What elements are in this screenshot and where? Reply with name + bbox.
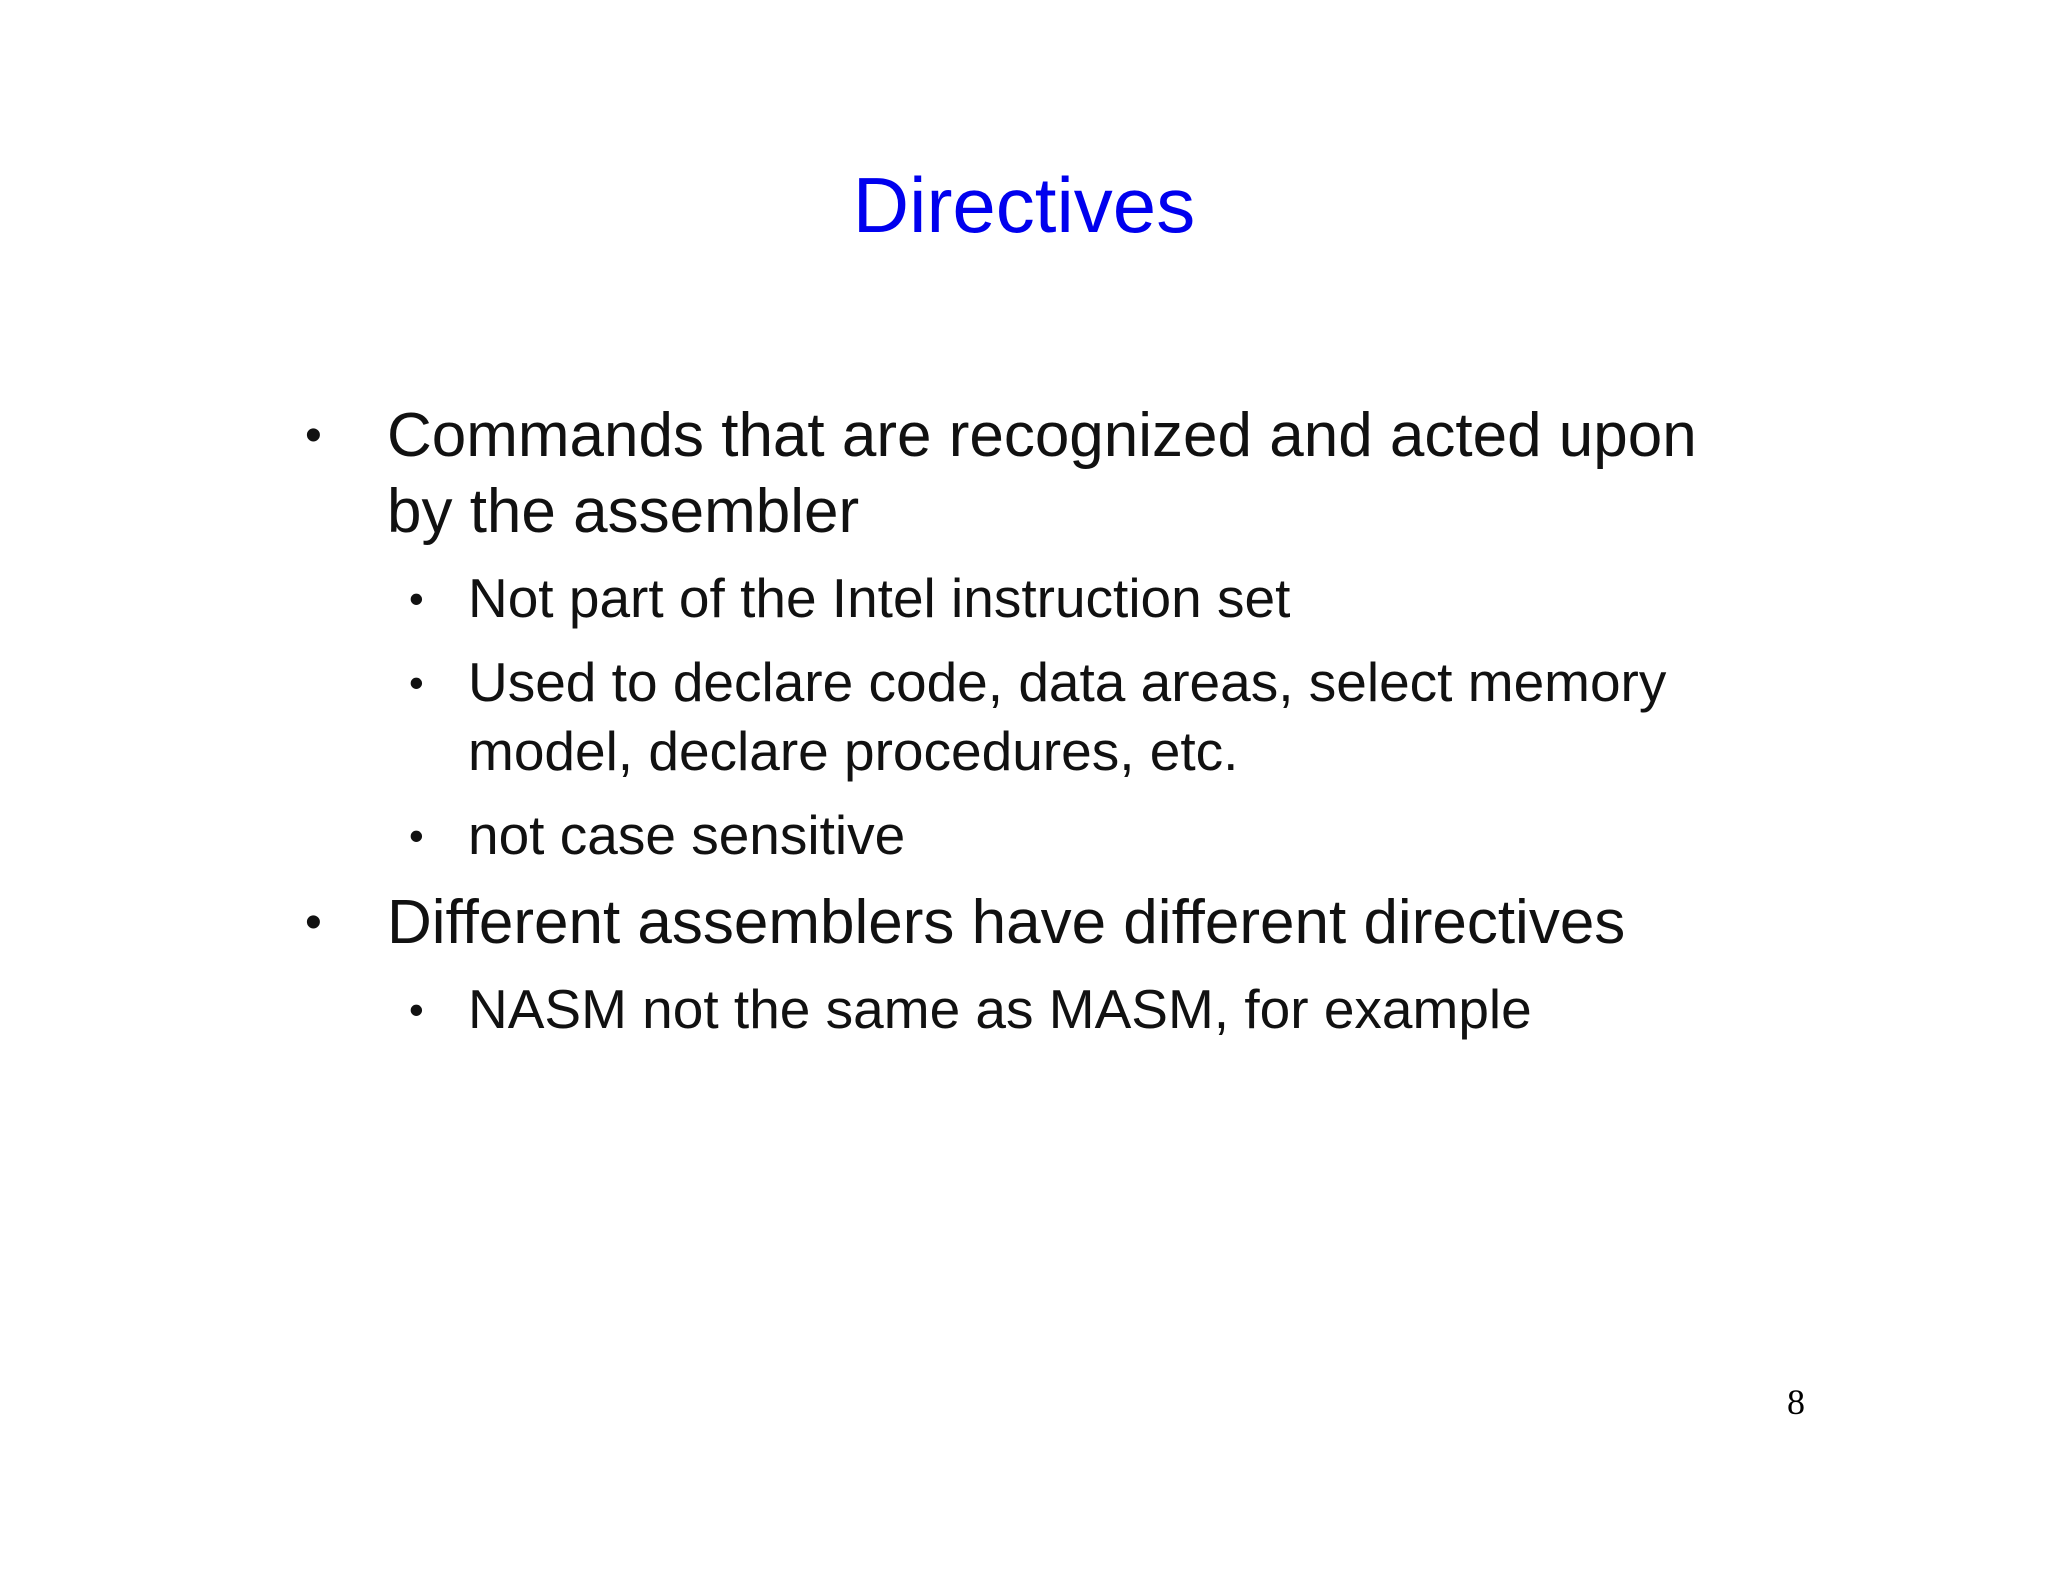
sub-bullet-text: Used to declare code, data areas, select memory model, declare procedures, etc.	[468, 651, 1667, 782]
sub-bullet-item-1-3	[305, 801, 1705, 870]
slide-title: Directives	[852, 161, 1196, 249]
sub-bullet-marker: •	[409, 986, 424, 1033]
bullet-text: Different assemblers have different directives	[387, 888, 1626, 957]
sub-bullet-item-2-1	[305, 975, 1705, 1044]
sub-bullet-item-1-1	[305, 564, 1705, 633]
sub-bullet-item-1-2	[305, 648, 1705, 786]
bullet-list	[305, 398, 1705, 1044]
sub-bullet-marker: •	[409, 812, 424, 859]
bullet-text: Commands that are recognized and acted upon by the assembler	[387, 401, 1697, 546]
sub-bullet-marker: •	[409, 575, 424, 622]
page-number: 8	[1787, 1382, 1805, 1422]
sub-bullet-text: NASM not the same as MASM, for example	[468, 978, 1532, 1040]
bullet-item-2	[305, 885, 1705, 961]
bullet-marker: •	[305, 896, 322, 949]
sub-bullet-text: not case sensitive	[468, 804, 906, 866]
sub-bullet-marker: •	[409, 659, 424, 706]
bullet-item-1	[305, 398, 1705, 550]
sub-bullet-text: Not part of the Intel instruction set	[468, 567, 1291, 629]
bullet-marker: •	[305, 409, 322, 462]
